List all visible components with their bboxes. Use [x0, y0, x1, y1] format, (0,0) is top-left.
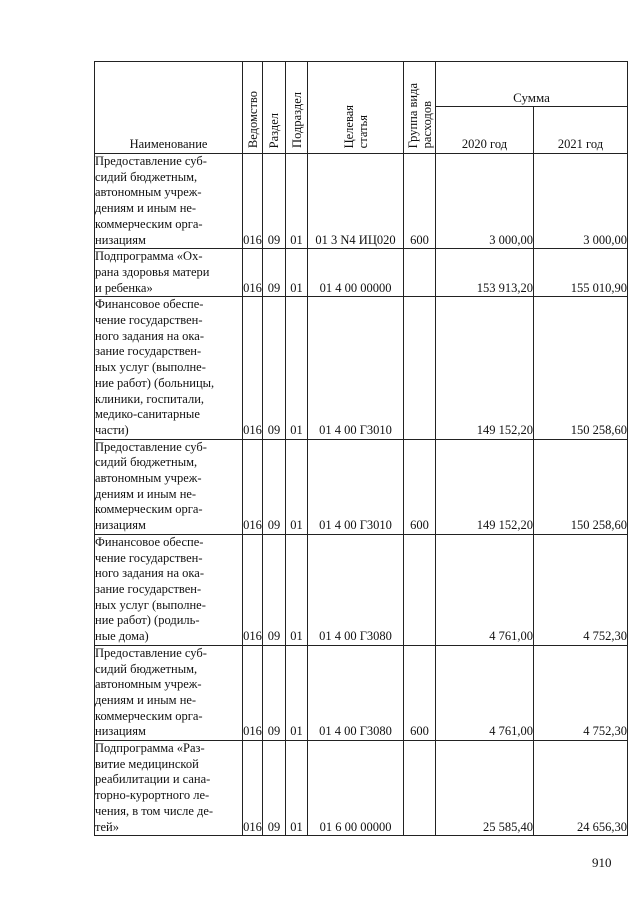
- budget-table: [94, 61, 628, 836]
- row-target-article: 01 3 N4 ИЦ020: [308, 154, 404, 249]
- row-sum-2021: 3 000,00: [534, 154, 628, 249]
- header-department-text: Ведомство: [245, 91, 260, 149]
- row-department: 016: [243, 741, 263, 836]
- row-sum-2020: 149 152,20: [436, 439, 534, 534]
- row-name-line: зание государствен-: [95, 581, 202, 596]
- row-department: 016: [243, 297, 263, 439]
- row-name-line: ние работ) (больницы,: [95, 375, 215, 390]
- row-section: 09: [263, 741, 286, 836]
- header-year-2021-text: 2021 год: [557, 137, 604, 152]
- row-sum-2021: 155 010,90: [534, 249, 628, 297]
- row-name-line: низациям: [95, 518, 146, 533]
- row-name-line: автономным учреж-: [95, 677, 202, 692]
- row-name-line: Подпрограмма «Ох-: [95, 249, 203, 264]
- row-name-line: чение государствен-: [95, 313, 203, 328]
- row-name-line: ных услуг (выполне-: [95, 360, 206, 375]
- row-name-line: Предоставление суб-: [95, 154, 207, 168]
- row-name-line: дениям и иным не-: [95, 692, 197, 707]
- row-section: 09: [263, 154, 286, 249]
- row-subsection: 01: [286, 439, 308, 534]
- row-section: 09: [263, 297, 286, 439]
- row-department: 016: [243, 154, 263, 249]
- table-row: [95, 154, 628, 249]
- row-name-line: Предоставление суб-: [95, 645, 207, 660]
- row-section: 09: [263, 249, 286, 297]
- row-sum-2021: 150 258,60: [534, 297, 628, 439]
- row-sum-2021: 150 258,60: [534, 439, 628, 534]
- row-target-article: 01 4 00 Г3010: [308, 439, 404, 534]
- row-name-line: тей»: [95, 819, 119, 834]
- row-name: [95, 741, 243, 836]
- row-name-line: автономным учреж-: [95, 185, 202, 200]
- row-name-line: низациям: [95, 724, 146, 739]
- header-name: [95, 62, 243, 154]
- row-name-line: низациям: [95, 232, 146, 247]
- row-sum-2021: 24 656,30: [534, 741, 628, 836]
- row-target-article: 01 4 00 Г3080: [308, 645, 404, 740]
- header-name-text: Наименование: [129, 137, 208, 152]
- row-name-line: ные дома): [95, 629, 149, 644]
- table-row: [95, 741, 628, 836]
- row-name-line: ного задания на ока-: [95, 566, 204, 581]
- row-target-article: 01 6 00 00000: [308, 741, 404, 836]
- header-target-article-line2: статья: [355, 114, 370, 149]
- row-expense-group: 600: [404, 439, 436, 534]
- header-target-article: [308, 62, 404, 154]
- header-expense-group-line2: расходов: [419, 100, 434, 149]
- row-name-line: и ребенка»: [95, 280, 153, 295]
- row-name: [95, 154, 243, 249]
- row-section: 09: [263, 534, 286, 645]
- row-sum-2021: 4 752,30: [534, 645, 628, 740]
- row-name-line: коммерческим орга-: [95, 502, 203, 517]
- row-name-line: чения, в том числе де-: [95, 803, 214, 818]
- row-name: [95, 534, 243, 645]
- row-sum-2020: 153 913,20: [436, 249, 534, 297]
- row-department: 016: [243, 439, 263, 534]
- row-sum-2020: 3 000,00: [436, 154, 534, 249]
- header-expense-group-line1: Группа вида: [405, 82, 420, 149]
- row-name: [95, 645, 243, 740]
- row-sum-2020: 4 761,00: [436, 645, 534, 740]
- row-sum-2020: 149 152,20: [436, 297, 534, 439]
- row-expense-group: [404, 534, 436, 645]
- header-section-text: Раздел: [267, 112, 281, 149]
- row-name-line: сидий бюджетным,: [95, 455, 198, 470]
- row-subsection: 01: [286, 534, 308, 645]
- header-expense-group: [404, 62, 436, 154]
- row-name-line: коммерческим орга-: [95, 216, 203, 231]
- row-name: [95, 297, 243, 439]
- row-name-line: Финансовое обеспе-: [95, 534, 204, 549]
- row-sum-2021: 4 752,30: [534, 534, 628, 645]
- row-name-line: клиники, госпитали,: [95, 391, 205, 406]
- header-target-article-line1: Целевая: [341, 104, 356, 149]
- row-name-line: реабилитации и сана-: [95, 772, 211, 787]
- row-name-line: Предоставление суб-: [95, 439, 207, 454]
- table-row: [95, 297, 628, 439]
- row-name-line: ние работ) (родиль-: [95, 613, 200, 628]
- table-row: [95, 439, 628, 534]
- table-body: [95, 154, 628, 836]
- row-expense-group: [404, 249, 436, 297]
- row-sum-2020: 4 761,00: [436, 534, 534, 645]
- row-name: [95, 439, 243, 534]
- row-name-line: автономным учреж-: [95, 471, 202, 486]
- row-expense-group: 600: [404, 645, 436, 740]
- row-expense-group: [404, 297, 436, 439]
- row-sum-2020: 25 585,40: [436, 741, 534, 836]
- row-section: 09: [263, 645, 286, 740]
- row-department: 016: [243, 249, 263, 297]
- header-sum-text: Сумма: [513, 90, 550, 106]
- row-name-line: ных услуг (выполне-: [95, 597, 206, 612]
- row-name-line: дениям и иным не-: [95, 201, 197, 216]
- row-name-line: Подпрограмма «Раз-: [95, 741, 205, 756]
- row-expense-group: 600: [404, 154, 436, 249]
- table-row: [95, 249, 628, 297]
- row-name-line: сидий бюджетным,: [95, 169, 198, 184]
- row-target-article: 01 4 00 Г3080: [308, 534, 404, 645]
- row-target-article: 01 4 00 Г3010: [308, 297, 404, 439]
- row-name-line: рана здоровья матери: [95, 264, 210, 279]
- row-name-line: части): [95, 422, 129, 437]
- header-year-2020-text: 2020 год: [461, 137, 508, 152]
- row-subsection: 01: [286, 154, 308, 249]
- header-subsection-text: Подраздел: [289, 92, 304, 149]
- row-name-line: ного задания на ока-: [95, 328, 204, 343]
- row-name-line: Финансовое обеспе-: [95, 297, 204, 312]
- row-subsection: 01: [286, 645, 308, 740]
- row-name: [95, 249, 243, 297]
- row-name-line: коммерческим орга-: [95, 708, 203, 723]
- header-subsection: [286, 62, 308, 154]
- row-department: 016: [243, 645, 263, 740]
- header-section: [263, 62, 286, 154]
- row-name-line: зание государствен-: [95, 344, 202, 359]
- row-name-line: торно-курортного ле-: [95, 788, 210, 803]
- row-name-line: сидий бюджетным,: [95, 661, 198, 676]
- header-year-2021: [534, 107, 628, 154]
- row-target-article: 01 4 00 00000: [308, 249, 404, 297]
- row-name-line: дениям и иным не-: [95, 486, 197, 501]
- header-department: [243, 62, 263, 154]
- table-row: [95, 645, 628, 740]
- header-sum: [436, 62, 628, 107]
- row-department: 016: [243, 534, 263, 645]
- row-name-line: медико-санитарные: [95, 407, 200, 422]
- row-expense-group: [404, 741, 436, 836]
- row-section: 09: [263, 439, 286, 534]
- row-subsection: 01: [286, 249, 308, 297]
- header-year-2020: [436, 107, 534, 154]
- row-name-line: чение государствен-: [95, 550, 203, 565]
- row-subsection: 01: [286, 741, 308, 836]
- row-name-line: витие медицинской: [95, 756, 199, 771]
- row-subsection: 01: [286, 297, 308, 439]
- page-number: 910: [592, 855, 612, 870]
- table-row: [95, 534, 628, 645]
